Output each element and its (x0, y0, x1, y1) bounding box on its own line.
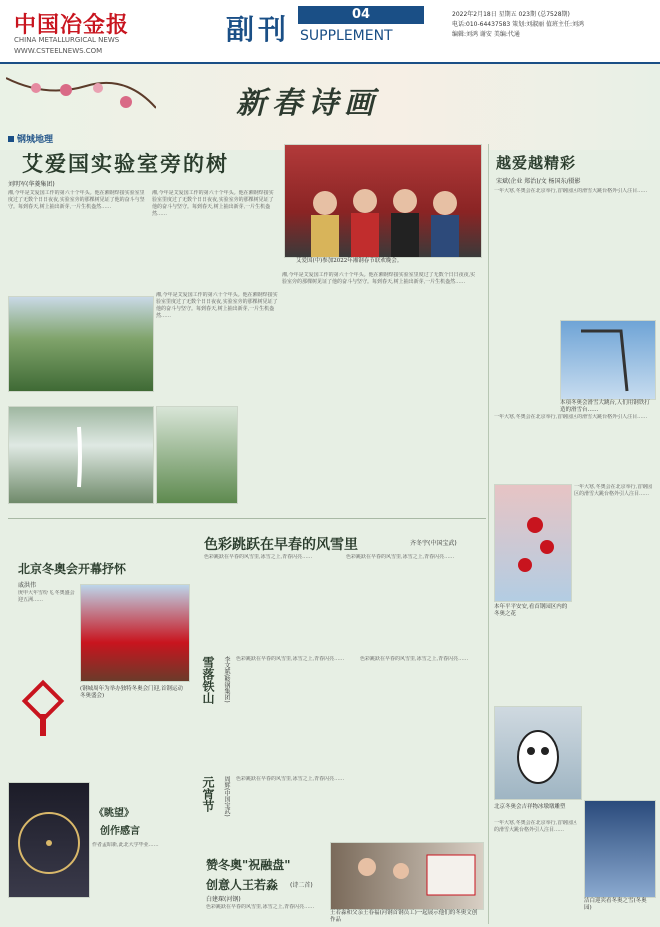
poem3-title: 赞冬奥"祝融盘" (206, 858, 291, 872)
section-divider (8, 518, 486, 519)
family-photo (330, 842, 484, 910)
poem-main-body-col2: 色彩跳跃在早春的风雪里,冰雪之上,青春闪亮…… (346, 554, 455, 560)
essay-subheadline: 创作感言 (100, 826, 140, 837)
poem2-author: 周辉(中国宝武) (223, 776, 230, 817)
poem1-body-col2: 色彩跳跃在早春的风雪里,冰雪之上,青春闪亮…… (360, 656, 469, 662)
trees-photo (156, 406, 238, 504)
issue-editors: 编辑:刘鸿 谢安 美编:代通 (452, 31, 520, 38)
mascot-photo (494, 706, 582, 800)
ski-jump-caption: 本项冬奥会滑雪大跳台,人们用钢铁打造的滑雪台…… (560, 400, 650, 413)
gala-photo-caption: 艾爱国(中)参加2022年湘钢春节联欢晚会。 (296, 258, 403, 264)
main-article-body-col3: 湘,今年是艾爱国工作的第六十个年头。他在湘钢焊接实验室里度过了无数个日日夜夜,实验室旁的那棵树见证了他的奋斗与坚守。每到春天,树上抽出新芽,一片生机盎然…… (282, 272, 476, 285)
issue-contact: 电话:010-64437583 策划:刘淑丽 值班主任:刘鸿 (452, 21, 585, 28)
mascot-caption: 北京冬奥会吉祥物冰墩墩雕塑 (494, 804, 566, 810)
left-poem-author: 戚洪伟 (18, 582, 37, 589)
family-photo-caption: 王若淼和父亲王春福(河钢首钢员工)一起展示他们的冬奥文创作品 (330, 910, 478, 923)
right-article-body-3: 一年大寒,冬奥会在北京举行,首钢园区的滑雪大跳台格外引人注目…… (574, 484, 653, 497)
left-poem-body: 庚申大年雪纷飞,冬奥盛会迎五洲…… (18, 590, 75, 603)
right-article-body: 一年大寒,冬奥会在北京举行,首钢园区的滑雪大跳台格外引人注目…… (494, 188, 648, 194)
page-canvas (0, 64, 660, 927)
ski-jump-photo (560, 320, 656, 400)
right-headline: 越爱越精彩 (496, 154, 577, 172)
poem3-body: 色彩跳跃在早春的风雪里,冰雪之上,青春闪亮…… (206, 904, 315, 910)
newspaper-url[interactable]: WWW.CSTEELNEWS.COM (14, 47, 103, 55)
left-poem-headline: 北京冬奥会开幕抒怀 (18, 562, 127, 576)
newspaper-english-name: CHINA METALLURGICAL NEWS (14, 36, 120, 44)
issue-info (452, 10, 652, 40)
lantern-caption: 本年平平安安,看首钢园区内的冬奥之花 (494, 604, 568, 617)
masthead (0, 0, 660, 62)
poem2-body: 色彩跳跃在早春的风雪里,冰雪之上,青春闪亮…… (236, 776, 345, 782)
main-article-body-col2: 湘,今年是艾爱国工作的第六十个年头。他在湘钢焊接实验室里度过了无数个日日夜夜,实验室旁的那棵树见证了他的奋斗与坚守。每到春天,树上抽出新芽,一片生机盎然…… (152, 190, 274, 217)
column-label: 钢城地理 (8, 132, 53, 145)
main-article-body: 湘,今年是艾爱国工作的第六十个年头。他在湘钢焊接实验室里度过了无数个日日夜夜,实验室旁的那棵树见证了他的奋斗与坚守。每到春天,树上抽出新芽,一片生机盎然…… (8, 190, 145, 210)
plum-blossom-icon (6, 68, 156, 128)
section-title: 副刊 (226, 13, 291, 46)
issue-date: 2022年2月18日 星期五 023期 (总7528期) (452, 11, 570, 18)
right-byline: 宋斌(企业 郑治)/文 杨国东/摄影 (496, 178, 581, 185)
lantern-photo (494, 484, 572, 602)
page-number: 04 (298, 6, 424, 24)
column-divider (488, 144, 489, 924)
poem3-subtitle: 创意人王若淼 (206, 878, 279, 892)
poem1-title-text: 雪落铁山 (201, 656, 215, 704)
main-headline: 艾爱国实验室旁的树 (22, 151, 229, 176)
festive-banner (0, 64, 660, 150)
gate-caption: (钢城周年为举办独特冬奥会门迎,首钢运动冬奥盛会) (80, 686, 183, 699)
right-article-body-4: 一年大寒,冬奥会在北京举行,首钢园区的滑雪大跳台格外引人注目…… (494, 820, 578, 833)
page-number-box (298, 6, 424, 50)
main-byline: 刘明军(华菱集团) (8, 181, 55, 188)
winter-night-caption: 洁白迎宾看冬奥之雪(冬奥园) (584, 898, 647, 911)
poem2-title: 元宵节 (201, 776, 215, 812)
wheel-photo (8, 782, 90, 898)
fountain-photo (8, 406, 154, 504)
poem-main-author: 齐冬宇(中国宝武) (410, 540, 457, 547)
banner-title: 新春诗画 (236, 86, 380, 121)
poem3-count: (诗二首) (290, 882, 313, 889)
essay-body: 作者孟昭新,此北大学毕业…… (92, 842, 159, 848)
gala-photo (284, 144, 482, 258)
garden-photo (8, 296, 154, 392)
poem-main-body: 色彩跳跃在早春的风雪里,冰雪之上,青春闪亮…… (204, 554, 313, 560)
page-label: SUPPLEMENT (300, 28, 393, 44)
poem3-author: 白建琛(河钢) (206, 896, 241, 903)
essay-headline: 《眺望》 (94, 808, 134, 819)
poem1-author: 李文斌(鞍钢集团) (223, 656, 230, 703)
right-article-body-2: 一年大寒,冬奥会在北京举行,首钢园区的滑雪大跳台格外引人注目…… (494, 414, 648, 420)
poem-main-title: 色彩跳跃在早春的风雪里 (204, 537, 358, 553)
knot-icon (14, 678, 72, 738)
winter-night-photo (584, 800, 656, 898)
main-article-body-col4: 湘,今年是艾爱国工作的第六十个年头。他在湘钢焊接实验室里度过了无数个日日夜夜,实验室旁的那棵树见证了他的奋斗与坚守。每到春天,树上抽出新芽,一片生机盎然…… (156, 292, 278, 319)
poem1-body: 色彩跳跃在早春的风雪里,冰雪之上,青春闪亮…… (236, 656, 345, 662)
gate-photo (80, 584, 190, 682)
newspaper-logo: 中国冶金报 (14, 12, 130, 38)
